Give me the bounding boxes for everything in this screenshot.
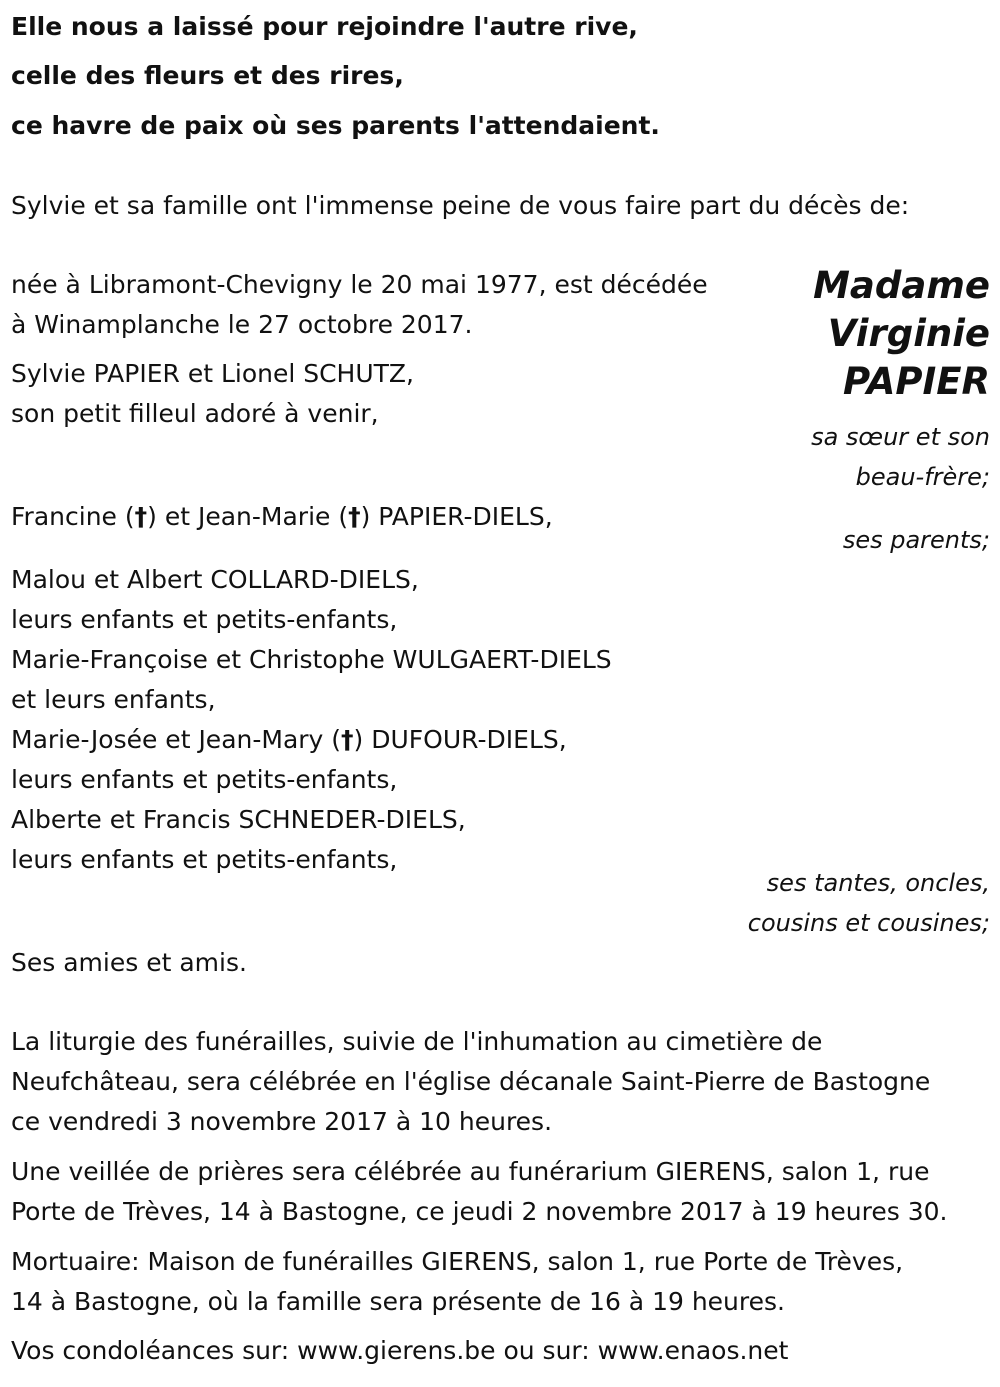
parents-line: [11, 502, 553, 532]
announcement: Sylvie et sa famille ont l'immense peine de vous faire part du décès de:: [11, 191, 910, 220]
vigil-line-2: Porte de Trèves, 14 à Bastogne, ce jeudi 2 novembre 2017 à 19 heures 30.: [11, 1197, 948, 1226]
sister-line-1: Sylvie PAPIER et Lionel SCHUTZ,: [11, 359, 415, 388]
sister-role-2: beau-frère;: [855, 463, 990, 491]
relatives-text-5b: ) DUFOUR-DIELS,: [353, 725, 567, 754]
mortuary-line-1: Mortuaire: Maison de funérailles GIERENS, salon 1, rue Porte de Trèves,: [11, 1247, 904, 1276]
birth-line: née à Libramont-Chevigny le 20 mai 1977, est décédée: [11, 270, 708, 299]
mortuary-line-2: 14 à Bastogne, où la famille sera présente de 16 à 19 heures.: [11, 1287, 785, 1316]
poem-line-1: Elle nous a laissé pour rejoindre l'autre rive,: [11, 12, 638, 41]
relatives-line-6: leurs enfants et petits-enfants,: [11, 765, 398, 794]
parents-role: ses parents;: [842, 526, 990, 554]
relatives-text-5a: Marie-Josée et Jean-Mary (: [11, 725, 342, 754]
relatives-line-3: Marie-Françoise et Christophe WULGAERT-DIELS: [11, 645, 612, 674]
deceased-first-name: Virginie: [827, 312, 990, 355]
cross-icon: †: [341, 725, 354, 754]
relatives-line-2: leurs enfants et petits-enfants,: [11, 605, 398, 634]
parents-text-1: Francine (: [11, 502, 135, 531]
funeral-line-3: ce vendredi 3 novembre 2017 à 10 heures.: [11, 1107, 553, 1136]
cross-icon: †: [134, 502, 148, 531]
condolences-line: Vos condoléances sur: www.gierens.be ou sur: www.enaos.net: [11, 1336, 789, 1365]
sister-role-1: sa sœur et son: [811, 423, 990, 451]
sister-line-2: son petit filleul adoré à venir,: [11, 399, 379, 428]
parents-text-2: ) et Jean-Marie (: [147, 502, 349, 531]
vigil-line-1: Une veillée de prières sera célébrée au funérarium GIERENS, salon 1, rue: [11, 1157, 930, 1186]
death-line: à Winamplanche le 27 octobre 2017.: [11, 310, 473, 339]
deceased-title: Madame: [813, 264, 990, 307]
parents-text-3: ) PAPIER-DIELS,: [360, 502, 553, 531]
relatives-role-1: ses tantes, oncles,: [766, 869, 990, 897]
deceased-last-name: PAPIER: [842, 360, 990, 403]
poem-line-3: ce havre de paix où ses parents l'attendaient.: [11, 111, 660, 140]
cross-icon: †: [348, 502, 361, 531]
relatives-line-1: Malou et Albert COLLARD-DIELS,: [11, 565, 419, 594]
relatives-line-5: [11, 725, 567, 755]
relatives-role-2: cousins et cousines;: [747, 909, 990, 937]
funeral-line-1: La liturgie des funérailles, suivie de l'inhumation au cimetière de: [11, 1027, 823, 1056]
relatives-line-7: Alberte et Francis SCHNEDER-DIELS,: [11, 805, 466, 834]
funeral-line-2: Neufchâteau, sera célébrée en l'église décanale Saint-Pierre de Bastogne: [11, 1067, 931, 1096]
relatives-line-4: et leurs enfants,: [11, 685, 216, 714]
poem-line-2: celle des fleurs et des rires,: [11, 61, 404, 90]
relatives-line-8: leurs enfants et petits-enfants,: [11, 845, 398, 874]
friends-line: Ses amies et amis.: [11, 948, 247, 977]
